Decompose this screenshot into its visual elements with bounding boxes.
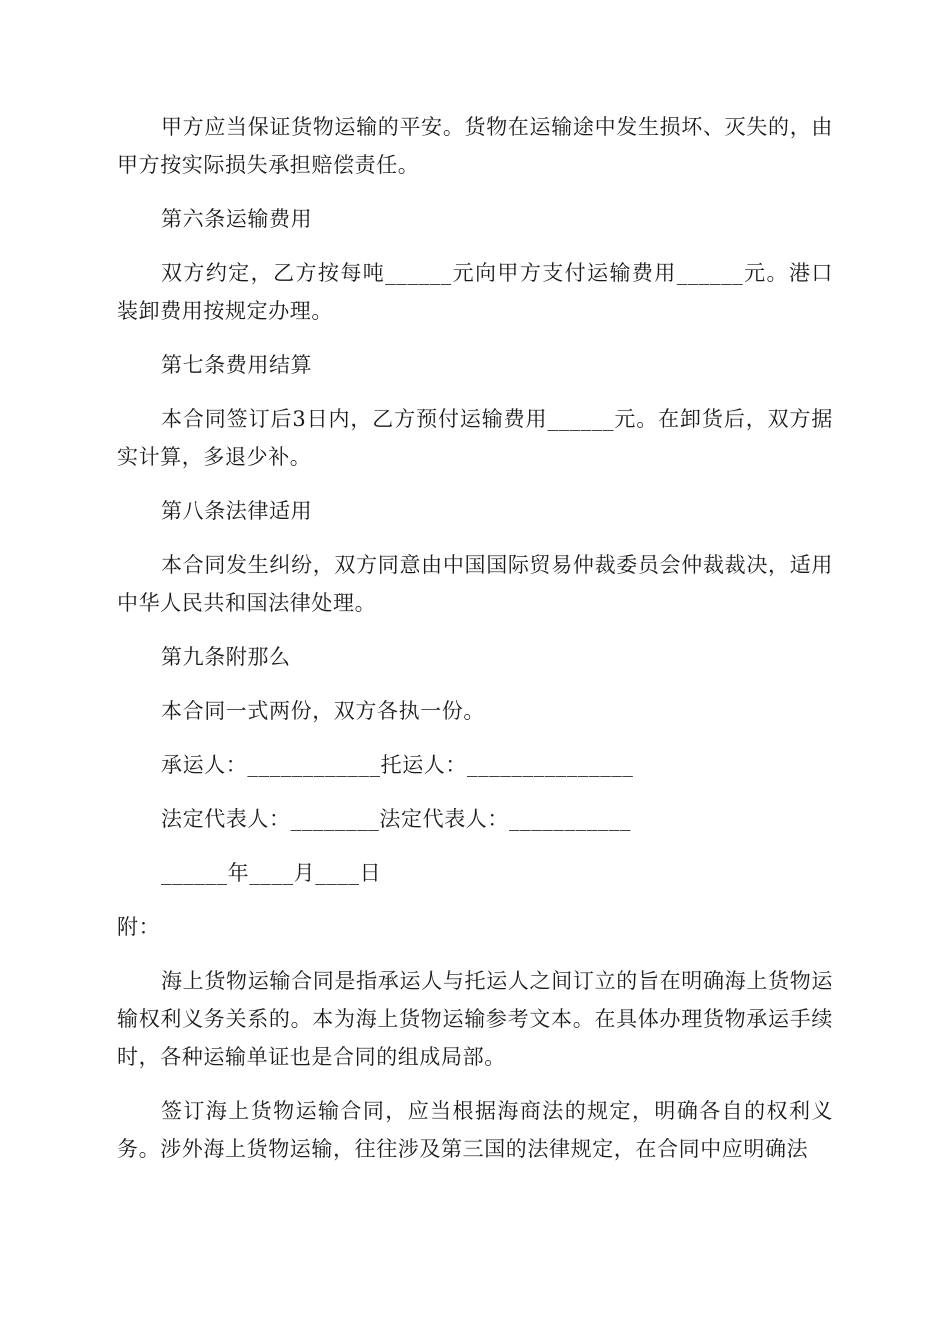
heading-article-6: 第六条运输费用 [161,207,313,231]
appendix-paragraph-signing: 签订海上货物运输合同，应当根据海商法的规定，明确各自的权利义务。涉外海上货物运输，往往涉及第三国的法律规定，在合同中应明确法 [117,1099,833,1161]
document-page [117,108,833,1168]
heading-article-7: 第七条费用结算 [161,353,313,377]
heading-article-9: 第九条附那么 [161,645,291,669]
paragraph-fee-settlement: 本合同签订后3日内，乙方预付运输费用______元。在卸货后，双方据实计算，多退少补。 [117,407,833,469]
paragraph-copies: 本合同一式两份，双方各执一份。 [161,699,485,723]
date-line: ______年____月____日 [161,861,382,885]
heading-article-8: 第八条法律适用 [161,499,313,523]
paragraph-applicable-law: 本合同发生纠纷，双方同意由中国国际贸易仲裁委员会仲裁裁决，适用中华人民共和国法律处理。 [117,553,833,615]
appendix-paragraph-definition: 海上货物运输合同是指承运人与托运人之间订立的旨在明确海上货物运输权利义务关系的。本为海上货物运输参考文本。在具体办理货物承运手续时，各种运输单证也是合同的组成局部。 [117,969,833,1069]
appendix-label: 附： [117,915,161,939]
paragraph-cargo-safety: 甲方应当保证货物运输的平安。货物在运输途中发生损坏、灭失的，由甲方按实际损失承担赔偿责任。 [117,115,833,177]
signature-line-parties: 承运人：____________托运人：_______________ [161,753,634,777]
signature-line-representatives: 法定代表人：________法定代表人：___________ [161,807,632,831]
paragraph-transport-fee: 双方约定，乙方按每吨______元向甲方支付运输费用______元。港口装卸费用按规定办理。 [117,261,833,323]
